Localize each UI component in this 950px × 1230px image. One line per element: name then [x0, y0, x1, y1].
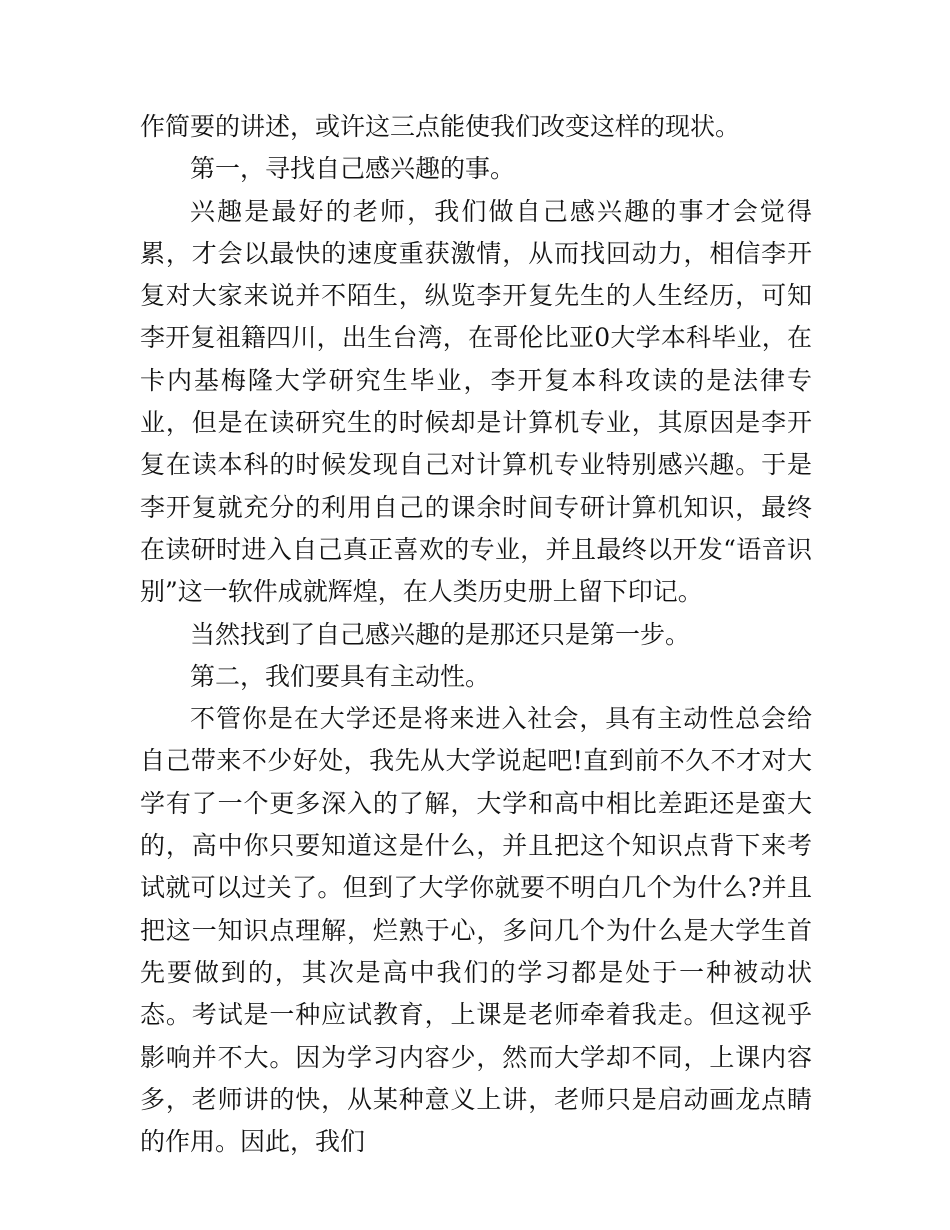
paragraph-1: 作简要的讲述，或许这三点能使我们改变这样的现状。: [140, 112, 741, 141]
paragraph-6: 不管你是在大学还是将来进入社会，具有主动性总会给自己带来不少好处，我先从大学说起吧!直到前不久不才对大学有了一个更多深入的了解，大学和高中相比差距还是蛮大的，高中你只要知道这是什么，并且把这个知识点背下来考试就可以过关了。但到了大学你就要不明白几个为什么?并且把这一知识点理解，烂熟于心，多问几个为什么是大学生首先要做到的，其次是高中我们的学习都是处于一种被动状态。考试是一种应试教育，上课是老师牵着我走。但这视乎影响并不大。因为学习内容少，然而大学却不同，上课内容多，老师讲的快，从某种意义上讲，老师只是启动画龙点睛的作用。因此，我们: [140, 704, 812, 1157]
paragraph-2-heading-first: 第一，寻找自己感兴趣的事。: [190, 154, 516, 184]
paragraph-4: 当然找到了自己感兴趣的是那还只是第一步。: [190, 619, 691, 649]
document-body: [140, 106, 812, 1163]
paragraph-3: 兴趣是最好的老师，我们做自己感兴趣的事才会觉得累，才会以最快的速度重获激情，从而找回动力，相信李开复对大家来说并不陌生，纵览李开复先生的人生经历，可知李开复祖籍四川，出生台湾，在哥伦比亚0大学本科毕业，在卡内基梅隆大学研究生毕业，李开复本科攻读的是法律专业，但是在读研究生的时候却是计算机专业，其原因是李开复在读本科的时候发现自己对计算机专业特别感兴趣。于是李开复就充分的利用自己的课余时间专研计算机知识，最终在读研时进入自己真正喜欢的专业，并且最终以开发“语音识别”这一软件成就辉煌，在人类历史册上留下印记。: [140, 196, 812, 607]
paragraph-5-heading-second: 第二，我们要具有主动性。: [190, 661, 491, 691]
